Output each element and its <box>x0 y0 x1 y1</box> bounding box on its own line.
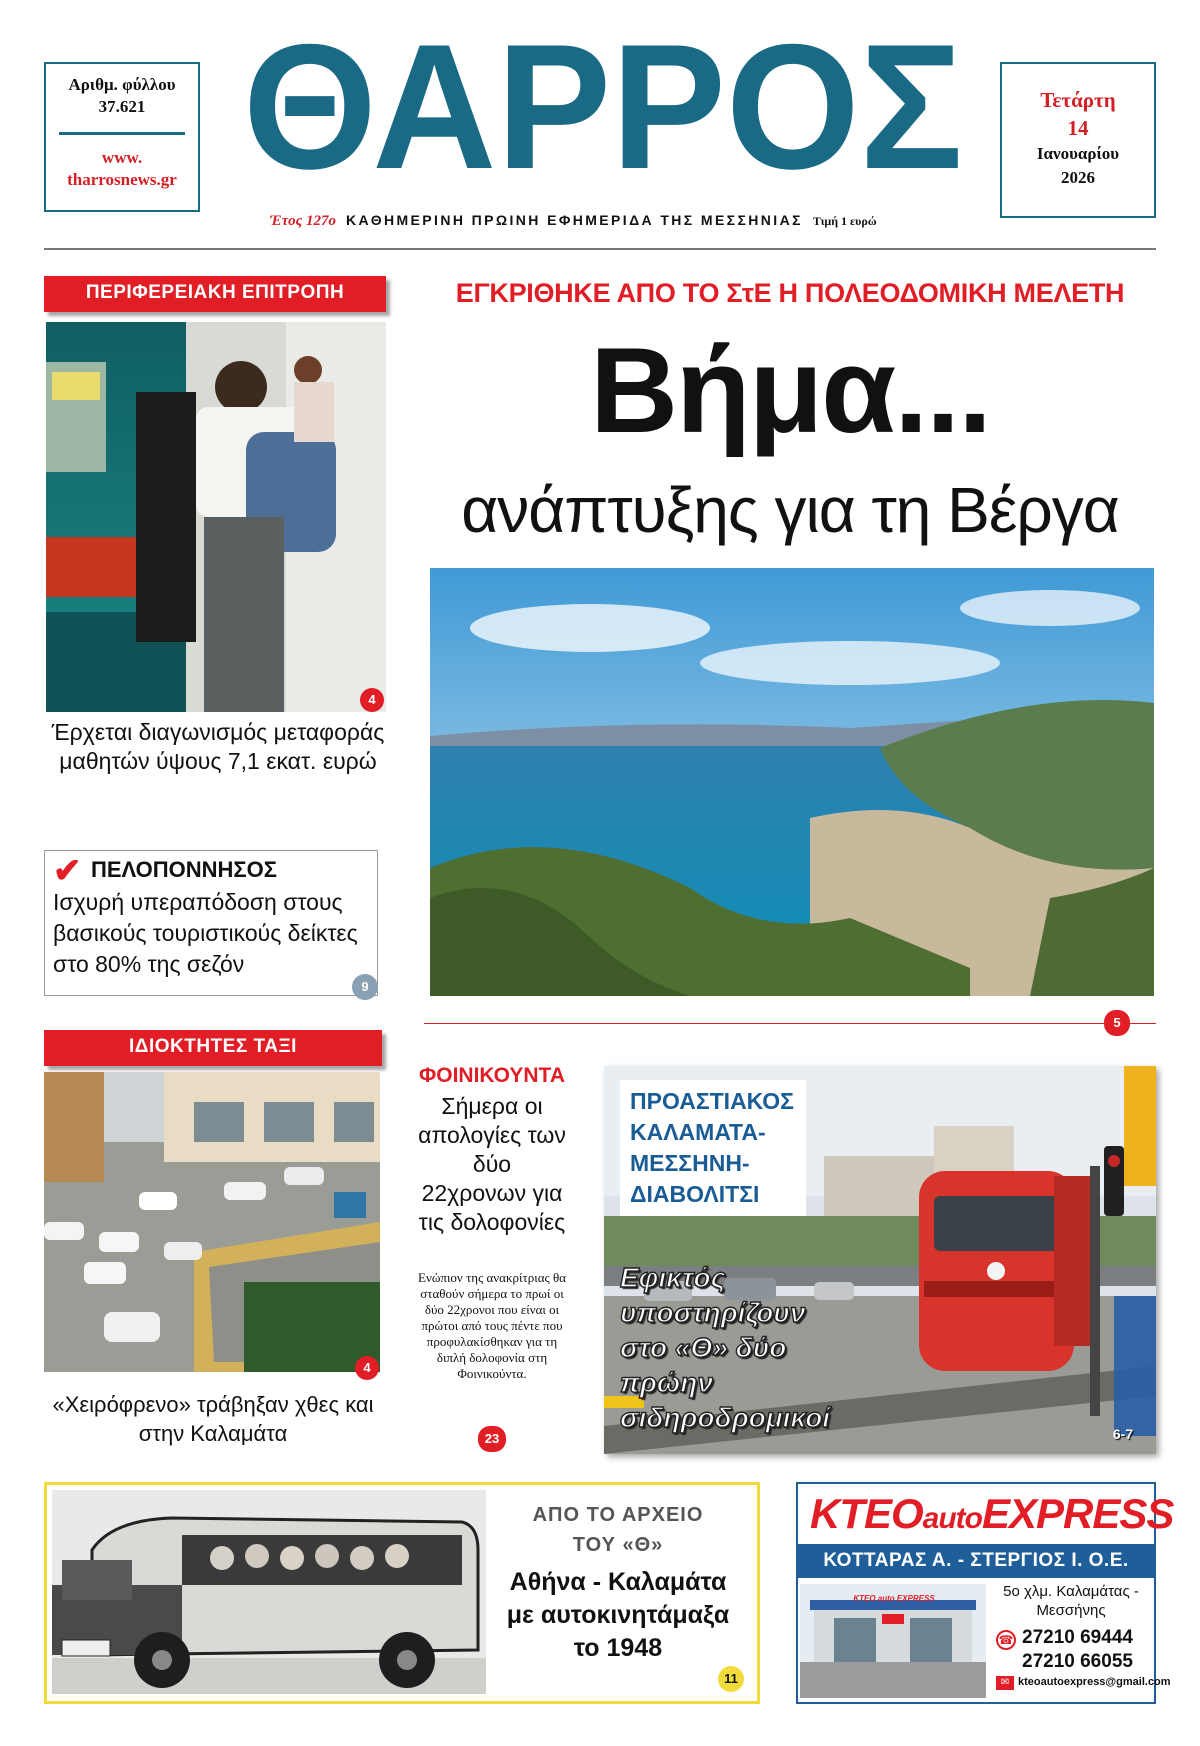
newspaper-logo <box>238 20 968 190</box>
newspaper-title: ΘΑΡΡΟΣ <box>243 20 963 190</box>
masthead-rule <box>44 248 1156 250</box>
advert-logo-express: EXPRESS <box>982 1490 1174 1537</box>
archive-kicker: ΑΠΟ ΤΟ ΑΡΧΕΙΟ ΤΟΥ «Θ» <box>532 1504 704 1556</box>
lead-headline[interactable]: Βήμα... <box>590 322 990 458</box>
phone-icon: ☎ <box>996 1630 1016 1650</box>
page-ref-badge: 6-7 <box>1112 1426 1134 1442</box>
box-text[interactable]: Ισχυρή υπεραπόδοση στους βασικούς τουριστικούς δείκτες στο 80% της σεζόν <box>53 889 358 977</box>
page-ref-badge: 9 <box>352 974 378 1000</box>
lead-kicker: ΕΓΚΡΙΘΗΚΕ ΑΠΟ ΤΟ ΣτΕ Η ΠΟΛΕΟΔΟΜΙΚΗ ΜΕΛΕΤΗ <box>455 278 1125 308</box>
date-month: Ιανουαρίου <box>1036 144 1120 163</box>
lead-rule <box>424 1023 1156 1024</box>
date-box <box>1000 62 1156 218</box>
story-caption-taxi[interactable]: «Χειρόφρενο» τράβηξαν χθες και στην Καλαμάτα <box>52 1392 374 1446</box>
page-ref-badge: 5 <box>1104 1010 1130 1036</box>
page-ref-badge: 4 <box>360 688 384 712</box>
advert-company: ΚΟΤΤΑΡΑΣ Α. - ΣΤΕΡΓΙΟΣ Ι. Ο.Ε. <box>798 1544 1154 1578</box>
check-icon: ✔ <box>53 852 82 890</box>
section-label-regional-committee: ΠΕΡΙΦΕΡΕΙΑΚΗ ΕΠΙΤΡΟΠΗ <box>44 276 386 312</box>
issue-number: 37.621 <box>98 97 146 116</box>
phoinikounta-headline[interactable]: Σήμερα οι απολογίες των δύο 22χρονων για τις δολοφονίες <box>418 1093 566 1235</box>
archive-title[interactable]: Αθήνα - Καλαμάτα με αυτοκινητάμαξα το 1948 <box>506 1568 730 1662</box>
phoinikounta-body: Ενώπιον της ανακρίτριας θα σταθούν σήμερα το πρωί οι δύο 22χρονοι που είναι οι πρώτοι από τους πέντε που προφυλακίσθηκαν για τη διπλή δολοφονία στη Φοινικούντα. <box>418 1270 566 1381</box>
lead-subheadline[interactable]: ανάπτυξης για τη Βέργα <box>461 474 1119 546</box>
verga-landscape-photo <box>430 568 1154 996</box>
students-bus-photo <box>46 322 386 712</box>
email-icon: ✉ <box>996 1676 1014 1690</box>
website-line-1[interactable]: www. <box>101 148 143 167</box>
advert-logo-kteo: ΚΤΕΟ <box>810 1490 923 1537</box>
page-ref-badge: 23 <box>478 1426 506 1452</box>
page-ref-badge: 11 <box>718 1666 744 1692</box>
kteo-building-photo <box>800 1584 986 1698</box>
peloponnese-box <box>44 850 378 996</box>
phoinikounta-kicker: ΦΟΙΝΙΚΟΥΝΤΑ <box>419 1064 565 1087</box>
date-year: 2026 <box>1061 168 1095 187</box>
issue-box <box>44 62 200 212</box>
page-ref-badge: 4 <box>355 1356 379 1380</box>
building-sign: KTEO auto EXPRESS <box>853 1594 935 1603</box>
story-caption-student-transport[interactable]: Έρχεται διαγωνισμός μεταφοράς μαθητών ύψους 7,1 εκατ. ευρώ <box>51 719 385 774</box>
box-heading: ΠΕΛΟΠΟΝΝΗΣΟΣ <box>91 857 277 882</box>
advert-phone-2[interactable]: 27210 66055 <box>1022 1651 1133 1672</box>
advert-email[interactable]: kteoautoexpress@gmail.com <box>1018 1676 1171 1688</box>
tagline-bar <box>270 212 970 230</box>
date-weekday: Τετάρτη <box>1040 88 1116 112</box>
website-line-2[interactable]: tharrosnews.gr <box>67 170 177 189</box>
issue-divider <box>59 132 185 135</box>
advert-logo-auto: auto <box>922 1502 982 1535</box>
tagline: ΚΑΘΗΜΕΡΙΝΗ ΠΡΩΙΝΗ ΕΦΗΜΕΡΙΔΑ ΤΗΣ ΜΕΣΣΗΝΙΑΣ <box>346 212 803 228</box>
suburban-title[interactable]: ΠΡΟΑΣΤΙΑΚΟΣ ΚΑΛΑΜΑΤΑ-ΜΕΣΣΗΝΗ-ΔΙΑΒΟΛΙΤΣΙ <box>620 1080 806 1216</box>
section-label-taxi-owners: ΙΔΙΟΚΤΗΤΕΣ ΤΑΞΙ <box>44 1030 382 1066</box>
vintage-bus-photo <box>52 1490 486 1694</box>
issue-label: Αριθμ. φύλλου <box>68 75 176 94</box>
date-day: 14 <box>1067 116 1089 140</box>
advert-phone-1[interactable]: 27210 69444 <box>1022 1627 1133 1648</box>
suburban-caption[interactable]: Εφικτός υποστηρίζουν στο «Θ» δύο πρώην σιδηροδρομικοί <box>620 1262 831 1433</box>
publication-year: Έτος 127ο <box>270 213 337 229</box>
price: Τιμή 1 ευρώ <box>812 214 877 228</box>
taxi-strike-photo <box>44 1072 380 1372</box>
advert-logo[interactable] <box>810 1490 1174 1538</box>
advert-location: 5ο χλμ. Καλαμάτας - Μεσσήνης <box>1003 1583 1139 1619</box>
